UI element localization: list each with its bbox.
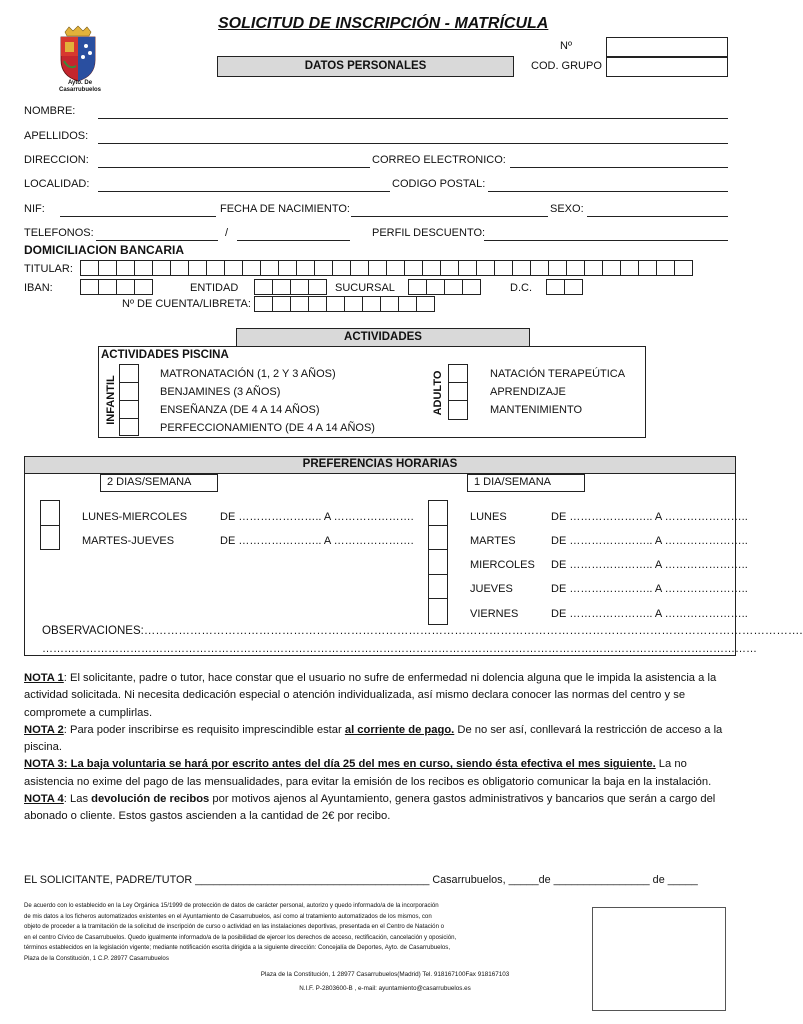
nota-3-text: La no asistencia no exime del pago de las mensualidades, para evitar la emisión de los recibos es obligatorio comunicar la baja en la instalación. (24, 758, 712, 788)
iban-label: IBAN: (24, 282, 53, 294)
observaciones-field[interactable]: OBSERVACIONES:………………………………………………………………………………………………………………………………………………………. (42, 625, 803, 637)
apellidos-label: APELLIDOS: (24, 130, 89, 142)
sexo-field[interactable] (587, 216, 728, 217)
correo-label: CORREO ELECTRONICO: (372, 154, 506, 166)
domiciliacion-heading: DOMICILIACION BANCARIA (24, 243, 184, 257)
infantil-option-perfeccionamiento: PERFECCIONAMIENTO (DE 4 A 14 AÑOS) (160, 422, 375, 434)
one-day-row-label: LUNES (470, 511, 507, 523)
infantil-option-benjamines: BENJAMINES (3 AÑOS) (160, 386, 281, 398)
one-day-header: 1 DIA/SEMANA (467, 474, 585, 492)
one-day-row-range[interactable]: DE ………………….. A ………………….. (551, 535, 748, 547)
adulto-option-mantenimiento: MANTENIMIENTO (490, 404, 583, 416)
logo-caption: Ayto. De Casarrubuelos (58, 80, 101, 93)
legal-line: Plaza de la Constitución, 1 C.P. 28977 Casarrubuelos (24, 954, 169, 962)
sucursal-label: SUCURSAL (335, 282, 395, 294)
correo-field[interactable] (510, 167, 728, 168)
telefono-2-field[interactable] (237, 240, 350, 241)
nota-3-emphasis: NOTA 3: La baja voluntaria se hará por escrito antes del día 25 del mes en curso, siendo ésta efectiva el mes siguiente. (24, 758, 656, 771)
nota-1-text: : El solicitante, padre o tutor, hace constar que el usuario no sufre de enfermedad ni dolencia alguna que le impida la asistencia a la actividad solicitada. Ni necesita dedicación especial o atención individualizada, así mismo declara conocer las normas del centro y se compromete a cumplirlas. (24, 672, 717, 719)
infantil-label: INFANTIL (105, 375, 117, 425)
municipal-crest (55, 26, 101, 82)
nombre-label: NOMBRE: (24, 105, 76, 117)
legal-line: de mis datos a los ficheros automatizados existentes en el Ayuntamiento de Casarrubuelos, así como al tratamiento automatizados de los mismos, con (24, 912, 432, 920)
localidad-field[interactable] (98, 191, 390, 192)
telefono-separator: / (225, 227, 229, 239)
form-title: SOLICITUD DE INSCRIPCIÓN - MATRÍCULA (218, 15, 549, 32)
two-days-checkboxes[interactable] (40, 500, 60, 550)
adulto-checkboxes[interactable] (448, 364, 468, 420)
one-day-row-range[interactable]: DE ………………….. A ………………….. (551, 608, 748, 620)
signature-stamp-box[interactable] (592, 907, 726, 1011)
iban-cells[interactable] (80, 279, 152, 295)
nota-2 (24, 722, 736, 757)
one-day-row-range[interactable]: DE ………………….. A ………………….. (551, 583, 748, 595)
sucursal-cells[interactable] (408, 279, 480, 295)
legal-text (24, 901, 554, 964)
nota-4 (24, 791, 736, 826)
datos-personales-header: DATOS PERSONALES (217, 56, 514, 77)
one-day-row-label: MARTES (470, 535, 516, 547)
legal-line: en el centro Cívico de Casarrubuelos. Quedo igualmente informado/a de la posibilidad de ejercer los derechos de acceso, rectificación, cancelación y oposición, (24, 933, 457, 941)
perfil-descuento-field[interactable] (484, 240, 728, 241)
codigo-postal-label: CODIGO POSTAL: (392, 178, 486, 190)
one-day-row-label: JUEVES (470, 583, 513, 595)
actividades-header: ACTIVIDADES (236, 328, 530, 347)
cod-grupo-label: COD. GRUPO (531, 60, 602, 72)
nota-1 (24, 670, 736, 722)
legal-line: términos establecidos en la legislación vigente; mediante notificación escrita dirigida a la siguiente dirección: Concejalía de Deportes, Ayto. de Casarrubuelos, (24, 944, 451, 951)
telefonos-label: TELEFONOS: (24, 227, 94, 239)
cuenta-label: Nº DE CUENTA/LIBRETA: (122, 298, 251, 310)
fecha-nacimiento-label: FECHA DE NACIMIENTO: (220, 203, 350, 215)
infantil-checkboxes[interactable] (119, 364, 139, 436)
footer-nif-email: N.I.F. P-2803600-B , e-mail: ayuntamiento@casarrubuelos.es (299, 985, 471, 992)
nombre-field[interactable] (98, 118, 728, 119)
infantil-option-matronatacion: MATRONATACIÓN (1, 2 Y 3 AÑOS) (160, 368, 336, 380)
one-day-row-range[interactable]: DE ………………….. A ………………….. (551, 511, 748, 523)
dc-label: D.C. (510, 282, 532, 294)
localidad-label: LOCALIDAD: (24, 178, 90, 190)
direccion-field[interactable] (98, 167, 370, 168)
nota-1-tag: NOTA 1 (24, 672, 64, 684)
infantil-option-ensenanza: ENSEÑANZA (DE 4 A 14 AÑOS) (160, 404, 320, 416)
numero-label: Nº (560, 40, 572, 52)
footer-address: Plaza de la Constitución, 1 28977 Casarrubuelos(Madrid) Tel. 918167100Fax 918167103 (260, 971, 510, 978)
cod-grupo-field[interactable] (606, 57, 728, 77)
fecha-nacimiento-field[interactable] (351, 216, 548, 217)
dc-cells[interactable] (546, 279, 582, 295)
notes-section (24, 670, 736, 826)
nota-3 (24, 756, 736, 791)
one-day-row-range[interactable]: DE ………………….. A ………………….. (551, 559, 748, 571)
adulto-label: ADULTO (432, 370, 444, 416)
nota-2-text-a: : Para poder inscribirse es requisito imprescindible estar (63, 723, 345, 736)
two-day-row-range[interactable]: DE ………………….. A …………………. (220, 535, 414, 547)
legal-line: De acuerdo con lo establecido en la Ley Orgánica 15/1999 de protección de datos de carácter personal, autorizo y quedo informado/a de la incorporación (24, 902, 439, 909)
one-day-row-label: MIERCOLES (470, 559, 535, 571)
entidad-label: ENTIDAD (190, 282, 239, 294)
adulto-option-aprendizaje: APRENDIZAJE (490, 386, 566, 398)
nota-4-text-b: por motivos ajenos al Ayuntamiento, genera gastos administrativos y bancarios que serán a cargo del abonado o cliente. Estos gastos ascienden a la cantidad de 2€ por recibo. (24, 793, 716, 823)
nif-field[interactable] (60, 216, 216, 217)
signature-line[interactable]: EL SOLICITANTE, PADRE/TUTOR _______________________________________ Casarrubuelos, _____de ________________ de _____ (24, 874, 698, 886)
codigo-postal-field[interactable] (488, 191, 728, 192)
one-day-row-label: VIERNES (470, 608, 519, 620)
entidad-cells[interactable] (254, 279, 326, 295)
two-day-row-label: MARTES-JUEVES (82, 535, 175, 547)
titular-label: TITULAR: (24, 263, 73, 275)
two-day-row-label: LUNES-MIERCOLES (82, 511, 188, 523)
adulto-option-terapeutica: NATACIÓN TERAPEÚTICA (490, 368, 626, 380)
nota-2-text-b: De no ser así, conllevará la restricción de acceso a la piscina. (24, 723, 723, 754)
telefono-1-field[interactable] (96, 240, 218, 241)
preferencias-header: PREFERENCIAS HORARIAS (24, 456, 736, 474)
piscina-heading: ACTIVIDADES PISCINA (101, 349, 229, 361)
observaciones-line-2[interactable]: …………………………………………………………………………………………………………………………………………………………………………… (42, 643, 757, 655)
nota-2-emphasis: al corriente de pago. (344, 723, 455, 736)
nota-4-text-a: : Las (63, 793, 92, 806)
nota-4-emphasis: devolución de recibos (91, 793, 210, 806)
titular-cells[interactable] (80, 260, 692, 276)
legal-line: objeto de proceder a la tramitación de la solicitud de inscripción de curso o actividad en las instalaciones deportivas, presentada en el Centro de Natación o (24, 923, 445, 930)
one-day-checkboxes[interactable] (428, 500, 448, 625)
apellidos-field[interactable] (98, 143, 728, 144)
two-day-row-range[interactable]: DE ………………….. A …………………. (220, 511, 414, 523)
numero-field[interactable] (606, 37, 728, 57)
nota-2-tag: NOTA 2 (24, 723, 64, 736)
direccion-label: DIRECCION: (24, 154, 89, 166)
perfil-descuento-label: PERFIL DESCUENTO: (372, 227, 486, 239)
sexo-label: SEXO: (550, 203, 584, 215)
two-days-header: 2 DIAS/SEMANA (100, 474, 218, 492)
nif-label: NIF: (24, 203, 45, 215)
nota-4-tag: NOTA 4 (24, 793, 64, 806)
cuenta-cells[interactable] (254, 296, 434, 312)
